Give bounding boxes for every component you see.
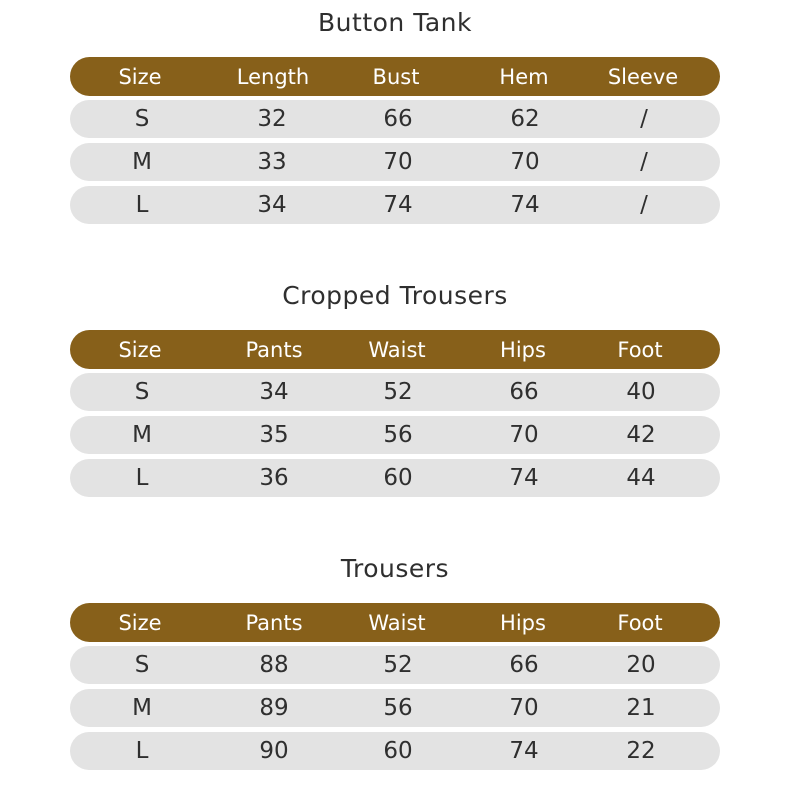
- header-cell: Pants: [245, 337, 303, 362]
- table-cell: 74: [510, 192, 540, 218]
- table-cell: S: [134, 379, 150, 405]
- table-row: [70, 143, 720, 181]
- table-cell: /: [640, 149, 648, 175]
- table-cell: 70: [383, 149, 413, 175]
- table-cell: 70: [510, 149, 540, 175]
- table-cell: 44: [626, 465, 656, 491]
- table-cell: /: [640, 106, 648, 132]
- table-cell: 74: [383, 192, 413, 218]
- table-cell: 74: [509, 465, 539, 491]
- table-cell: 42: [626, 422, 656, 448]
- table-cell: 90: [259, 738, 289, 764]
- table-cell: 66: [383, 106, 413, 132]
- table-row: [70, 373, 720, 411]
- header-cell: Size: [118, 64, 162, 89]
- table-row: [70, 100, 720, 138]
- header-cell: Length: [236, 64, 310, 89]
- header-cell: Foot: [617, 610, 663, 635]
- table-row: [70, 689, 720, 727]
- table-header-row: [70, 330, 720, 369]
- table-cell: S: [134, 106, 150, 132]
- header-cell: Hips: [500, 337, 546, 362]
- table-cell: L: [135, 192, 149, 218]
- header-cell: Pants: [245, 610, 303, 635]
- header-cell: Bust: [372, 64, 420, 89]
- table-cell: 56: [383, 695, 413, 721]
- table-cell: 34: [259, 379, 289, 405]
- table-cell: 32: [257, 106, 287, 132]
- header-cell: Waist: [368, 610, 426, 635]
- table-cell: 74: [509, 738, 539, 764]
- table-cell: 60: [383, 465, 413, 491]
- table-cell: M: [132, 422, 152, 448]
- table-header-row: [70, 57, 720, 96]
- table-row: [70, 186, 720, 224]
- table-row: [70, 646, 720, 684]
- table-title: Trousers: [340, 554, 450, 583]
- table-cell: L: [135, 738, 149, 764]
- table-cell: S: [134, 652, 150, 678]
- table-title: Cropped Trousers: [282, 281, 508, 310]
- table-cell: 52: [383, 379, 413, 405]
- table-cell: 66: [509, 379, 539, 405]
- table-row: [70, 732, 720, 770]
- table-cell: 33: [257, 149, 287, 175]
- table-cell: 40: [626, 379, 656, 405]
- table-cell: 22: [626, 738, 656, 764]
- table-row: [70, 416, 720, 454]
- table-cell: /: [640, 192, 648, 218]
- header-cell: Sleeve: [607, 64, 679, 89]
- header-cell: Foot: [617, 337, 663, 362]
- table-row: [70, 459, 720, 497]
- table-cell: 88: [259, 652, 289, 678]
- header-cell: Waist: [368, 337, 426, 362]
- table-cell: 35: [259, 422, 289, 448]
- table-cell: 21: [626, 695, 656, 721]
- table-cell: 34: [257, 192, 287, 218]
- table-cell: 52: [383, 652, 413, 678]
- table-cell: M: [132, 695, 152, 721]
- header-cell: Size: [118, 337, 162, 362]
- table-cell: 36: [259, 465, 289, 491]
- table-cell: 20: [626, 652, 656, 678]
- header-cell: Size: [118, 610, 162, 635]
- table-header-row: [70, 603, 720, 642]
- table-cell: L: [135, 465, 149, 491]
- table-cell: 60: [383, 738, 413, 764]
- table-cell: 89: [259, 695, 289, 721]
- table-cell: 70: [509, 695, 539, 721]
- table-cell: 70: [509, 422, 539, 448]
- header-cell: Hem: [499, 64, 549, 89]
- table-cell: 62: [510, 106, 540, 132]
- table-cell: 56: [383, 422, 413, 448]
- header-cell: Hips: [500, 610, 546, 635]
- table-cell: M: [132, 149, 152, 175]
- table-title: Button Tank: [318, 8, 472, 37]
- table-cell: 66: [509, 652, 539, 678]
